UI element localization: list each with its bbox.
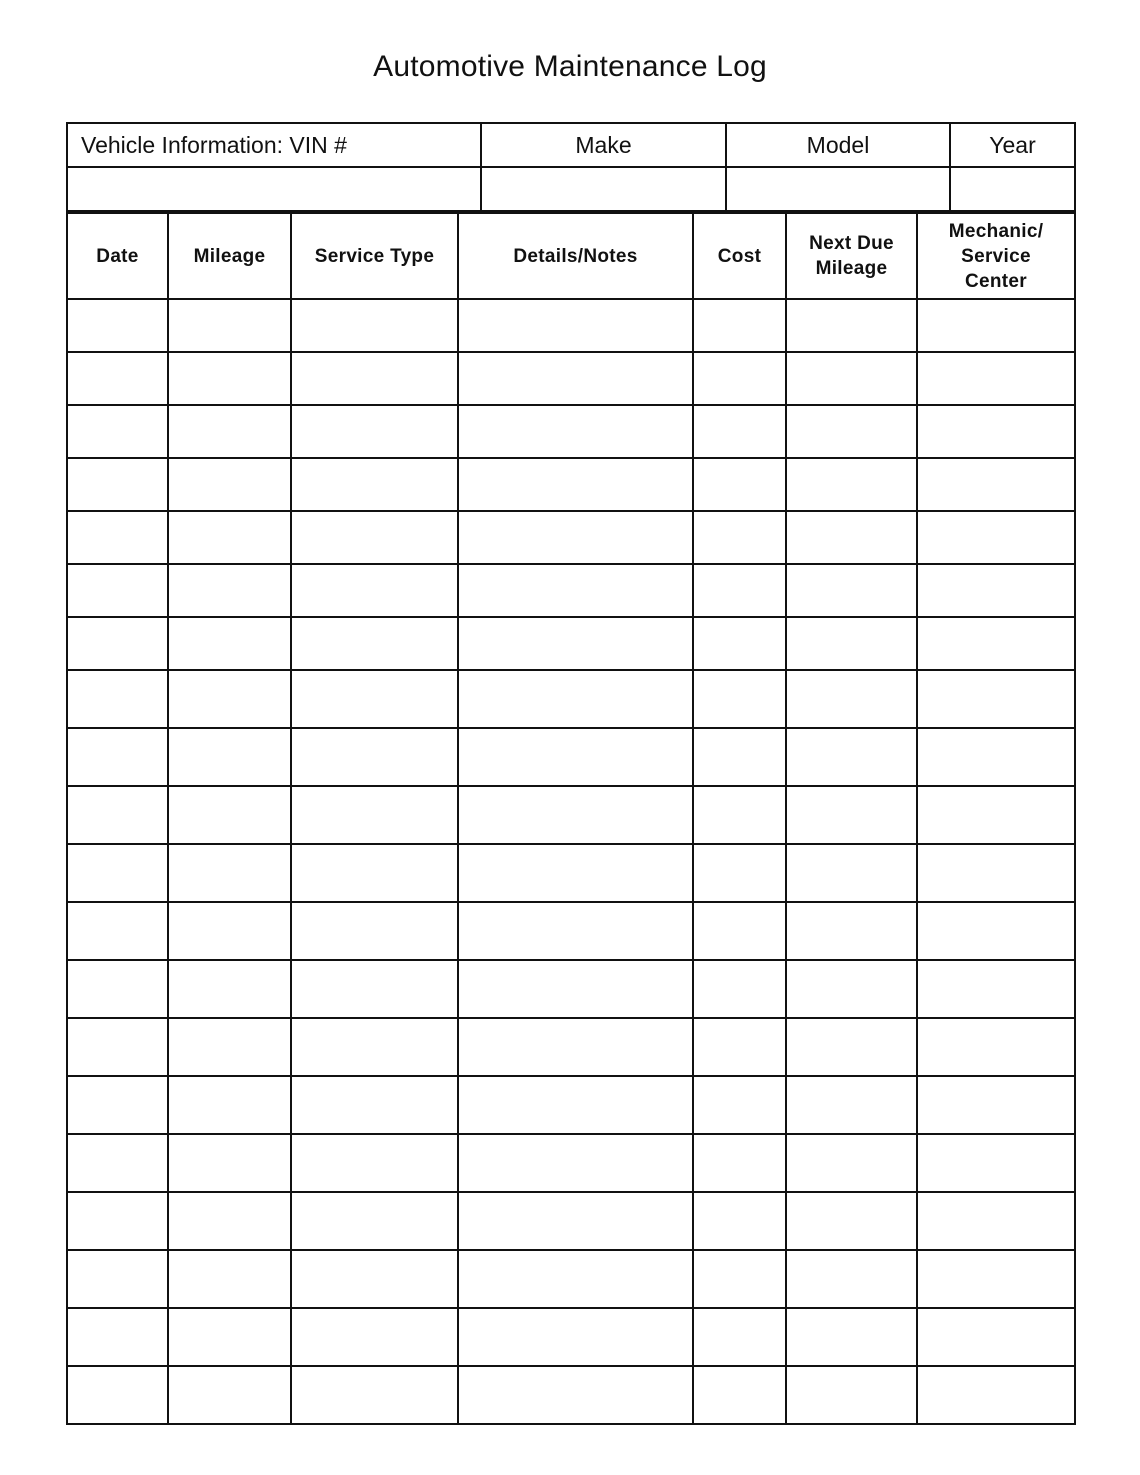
log-cell-date[interactable] [67, 786, 168, 844]
log-cell-mechanic-service-center[interactable] [917, 1134, 1075, 1192]
log-cell-mileage[interactable] [168, 299, 291, 352]
log-cell-mileage[interactable] [168, 511, 291, 564]
log-cell-mileage[interactable] [168, 1192, 291, 1250]
log-cell-service-type[interactable] [291, 458, 458, 511]
log-cell-cost[interactable] [693, 1250, 786, 1308]
log-cell-mechanic-service-center[interactable] [917, 511, 1075, 564]
log-cell-next-due-mileage[interactable] [786, 511, 917, 564]
log-cell-mileage[interactable] [168, 1018, 291, 1076]
log-cell-mileage[interactable] [168, 1134, 291, 1192]
log-cell-cost[interactable] [693, 564, 786, 617]
log-cell-mileage[interactable] [168, 670, 291, 728]
log-cell-service-type[interactable] [291, 352, 458, 405]
log-cell-date[interactable] [67, 1192, 168, 1250]
make-field[interactable] [481, 167, 726, 211]
log-cell-service-type[interactable] [291, 1076, 458, 1134]
table-row [67, 299, 1075, 352]
log-cell-details-notes[interactable] [458, 844, 693, 902]
log-cell-next-due-mileage[interactable] [786, 1018, 917, 1076]
log-cell-next-due-mileage[interactable] [786, 352, 917, 405]
log-cell-service-type[interactable] [291, 617, 458, 670]
log-cell-mechanic-service-center[interactable] [917, 1250, 1075, 1308]
maintenance-log-table [66, 212, 1076, 1425]
year-field[interactable] [950, 167, 1075, 211]
log-cell-mileage[interactable] [168, 564, 291, 617]
column-header-mechanic-service-center: Mechanic/ Service Center [917, 213, 1075, 299]
log-cell-service-type[interactable] [291, 1366, 458, 1424]
log-cell-next-due-mileage[interactable] [786, 670, 917, 728]
table-row [67, 1192, 1075, 1250]
log-cell-mechanic-service-center[interactable] [917, 1366, 1075, 1424]
log-cell-service-type[interactable] [291, 1250, 458, 1308]
log-cell-date[interactable] [67, 617, 168, 670]
vin-label: Vehicle Information: VIN # [67, 123, 481, 167]
log-cell-service-type[interactable] [291, 511, 458, 564]
log-cell-cost[interactable] [693, 1018, 786, 1076]
log-cell-mileage[interactable] [168, 458, 291, 511]
table-row [67, 670, 1075, 728]
log-cell-cost[interactable] [693, 902, 786, 960]
table-row [67, 960, 1075, 1018]
log-cell-date[interactable] [67, 844, 168, 902]
log-cell-mechanic-service-center[interactable] [917, 844, 1075, 902]
table-row [67, 1250, 1075, 1308]
log-cell-cost[interactable] [693, 1308, 786, 1366]
table-row [67, 1366, 1075, 1424]
log-cell-next-due-mileage[interactable] [786, 786, 917, 844]
log-cell-next-due-mileage[interactable] [786, 728, 917, 786]
column-header-next-due-mileage: Next Due Mileage [786, 213, 917, 299]
log-cell-mileage[interactable] [168, 405, 291, 458]
log-cell-next-due-mileage[interactable] [786, 299, 917, 352]
log-cell-next-due-mileage[interactable] [786, 458, 917, 511]
log-cell-service-type[interactable] [291, 1134, 458, 1192]
log-cell-date[interactable] [67, 1076, 168, 1134]
log-cell-date[interactable] [67, 1134, 168, 1192]
log-cell-details-notes[interactable] [458, 299, 693, 352]
model-field[interactable] [726, 167, 950, 211]
log-cell-cost[interactable] [693, 960, 786, 1018]
log-cell-next-due-mileage[interactable] [786, 564, 917, 617]
log-cell-service-type[interactable] [291, 1018, 458, 1076]
log-cell-mechanic-service-center[interactable] [917, 960, 1075, 1018]
year-label: Year [950, 123, 1075, 167]
log-cell-next-due-mileage[interactable] [786, 902, 917, 960]
log-cell-service-type[interactable] [291, 1192, 458, 1250]
log-cell-mechanic-service-center[interactable] [917, 1192, 1075, 1250]
log-cell-next-due-mileage[interactable] [786, 1192, 917, 1250]
log-cell-service-type[interactable] [291, 844, 458, 902]
log-cell-mileage[interactable] [168, 617, 291, 670]
log-cell-cost[interactable] [693, 786, 786, 844]
log-cell-cost[interactable] [693, 1134, 786, 1192]
log-cell-details-notes[interactable] [458, 1250, 693, 1308]
table-row [67, 564, 1075, 617]
log-cell-mileage[interactable] [168, 844, 291, 902]
column-header-cost: Cost [693, 213, 786, 299]
log-cell-service-type[interactable] [291, 670, 458, 728]
column-header-details-notes: Details/Notes [458, 213, 693, 299]
log-cell-date[interactable] [67, 352, 168, 405]
log-cell-mechanic-service-center[interactable] [917, 617, 1075, 670]
log-cell-date[interactable] [67, 511, 168, 564]
log-cell-details-notes[interactable] [458, 960, 693, 1018]
log-cell-details-notes[interactable] [458, 1018, 693, 1076]
log-cell-service-type[interactable] [291, 728, 458, 786]
table-row [67, 786, 1075, 844]
log-cell-details-notes[interactable] [458, 352, 693, 405]
log-cell-cost[interactable] [693, 617, 786, 670]
log-cell-date[interactable] [67, 728, 168, 786]
log-cell-mechanic-service-center[interactable] [917, 299, 1075, 352]
log-cell-mechanic-service-center[interactable] [917, 458, 1075, 511]
log-cell-cost[interactable] [693, 299, 786, 352]
log-cell-mechanic-service-center[interactable] [917, 1308, 1075, 1366]
log-cell-service-type[interactable] [291, 1308, 458, 1366]
log-cell-cost[interactable] [693, 511, 786, 564]
log-cell-details-notes[interactable] [458, 458, 693, 511]
log-cell-date[interactable] [67, 902, 168, 960]
table-row [67, 1308, 1075, 1366]
table-row [67, 1076, 1075, 1134]
log-cell-mileage[interactable] [168, 352, 291, 405]
column-header-date: Date [67, 213, 168, 299]
log-cell-mechanic-service-center[interactable] [917, 786, 1075, 844]
log-cell-date[interactable] [67, 960, 168, 1018]
table-row [67, 617, 1075, 670]
vehicle-info-table [66, 122, 1076, 212]
table-row [67, 902, 1075, 960]
log-cell-cost[interactable] [693, 670, 786, 728]
log-cell-date[interactable] [67, 1308, 168, 1366]
log-cell-details-notes[interactable] [458, 1134, 693, 1192]
table-row [67, 844, 1075, 902]
table-row [67, 352, 1075, 405]
log-cell-cost[interactable] [693, 1366, 786, 1424]
log-cell-mechanic-service-center[interactable] [917, 670, 1075, 728]
log-cell-details-notes[interactable] [458, 902, 693, 960]
log-cell-cost[interactable] [693, 405, 786, 458]
log-cell-next-due-mileage[interactable] [786, 1250, 917, 1308]
log-cell-next-due-mileage[interactable] [786, 617, 917, 670]
log-cell-details-notes[interactable] [458, 405, 693, 458]
log-cell-details-notes[interactable] [458, 1308, 693, 1366]
log-cell-next-due-mileage[interactable] [786, 1076, 917, 1134]
table-row [67, 1134, 1075, 1192]
log-cell-service-type[interactable] [291, 564, 458, 617]
log-cell-details-notes[interactable] [458, 1192, 693, 1250]
log-cell-cost[interactable] [693, 1192, 786, 1250]
log-cell-details-notes[interactable] [458, 1076, 693, 1134]
log-cell-cost[interactable] [693, 458, 786, 511]
table-row [67, 728, 1075, 786]
log-cell-next-due-mileage[interactable] [786, 960, 917, 1018]
log-cell-mileage[interactable] [168, 960, 291, 1018]
log-cell-cost[interactable] [693, 352, 786, 405]
vin-field[interactable] [67, 167, 481, 211]
log-cell-mechanic-service-center[interactable] [917, 902, 1075, 960]
log-cell-details-notes[interactable] [458, 564, 693, 617]
log-cell-mileage[interactable] [168, 1076, 291, 1134]
log-cell-cost[interactable] [693, 844, 786, 902]
log-cell-mechanic-service-center[interactable] [917, 405, 1075, 458]
log-cell-service-type[interactable] [291, 299, 458, 352]
log-cell-mileage[interactable] [168, 902, 291, 960]
log-cell-date[interactable] [67, 458, 168, 511]
log-cell-service-type[interactable] [291, 405, 458, 458]
column-header-mileage: Mileage [168, 213, 291, 299]
make-label: Make [481, 123, 726, 167]
log-header-row [67, 213, 1075, 299]
log-cell-date[interactable] [67, 1250, 168, 1308]
log-cell-mileage[interactable] [168, 728, 291, 786]
log-cell-date[interactable] [67, 299, 168, 352]
log-cell-cost[interactable] [693, 728, 786, 786]
log-cell-details-notes[interactable] [458, 1366, 693, 1424]
log-cell-details-notes[interactable] [458, 617, 693, 670]
log-cell-mileage[interactable] [168, 1366, 291, 1424]
model-label: Model [726, 123, 950, 167]
log-cell-mileage[interactable] [168, 786, 291, 844]
log-cell-service-type[interactable] [291, 960, 458, 1018]
table-row [67, 1018, 1075, 1076]
log-cell-next-due-mileage[interactable] [786, 1308, 917, 1366]
log-cell-next-due-mileage[interactable] [786, 405, 917, 458]
vehicle-info-header-row [67, 123, 1075, 167]
column-header-service-type: Service Type [291, 213, 458, 299]
log-cell-mileage[interactable] [168, 1308, 291, 1366]
log-cell-date[interactable] [67, 670, 168, 728]
table-row [67, 458, 1075, 511]
log-cell-details-notes[interactable] [458, 670, 693, 728]
log-cell-date[interactable] [67, 564, 168, 617]
log-cell-cost[interactable] [693, 1076, 786, 1134]
log-cell-date[interactable] [67, 1018, 168, 1076]
log-cell-next-due-mileage[interactable] [786, 844, 917, 902]
log-cell-mechanic-service-center[interactable] [917, 564, 1075, 617]
log-cell-mechanic-service-center[interactable] [917, 728, 1075, 786]
log-cell-mileage[interactable] [168, 1250, 291, 1308]
log-cell-details-notes[interactable] [458, 728, 693, 786]
log-cell-next-due-mileage[interactable] [786, 1134, 917, 1192]
page-title: Automotive Maintenance Log [373, 50, 767, 83]
log-body [67, 299, 1075, 1424]
log-cell-date[interactable] [67, 405, 168, 458]
log-cell-service-type[interactable] [291, 786, 458, 844]
log-cell-details-notes[interactable] [458, 786, 693, 844]
log-cell-mechanic-service-center[interactable] [917, 1018, 1075, 1076]
table-row [67, 405, 1075, 458]
log-cell-mechanic-service-center[interactable] [917, 1076, 1075, 1134]
log-cell-mechanic-service-center[interactable] [917, 352, 1075, 405]
vehicle-info-entry-row [67, 167, 1075, 211]
log-cell-date[interactable] [67, 1366, 168, 1424]
log-cell-next-due-mileage[interactable] [786, 1366, 917, 1424]
table-row [67, 511, 1075, 564]
log-cell-details-notes[interactable] [458, 511, 693, 564]
log-cell-service-type[interactable] [291, 902, 458, 960]
